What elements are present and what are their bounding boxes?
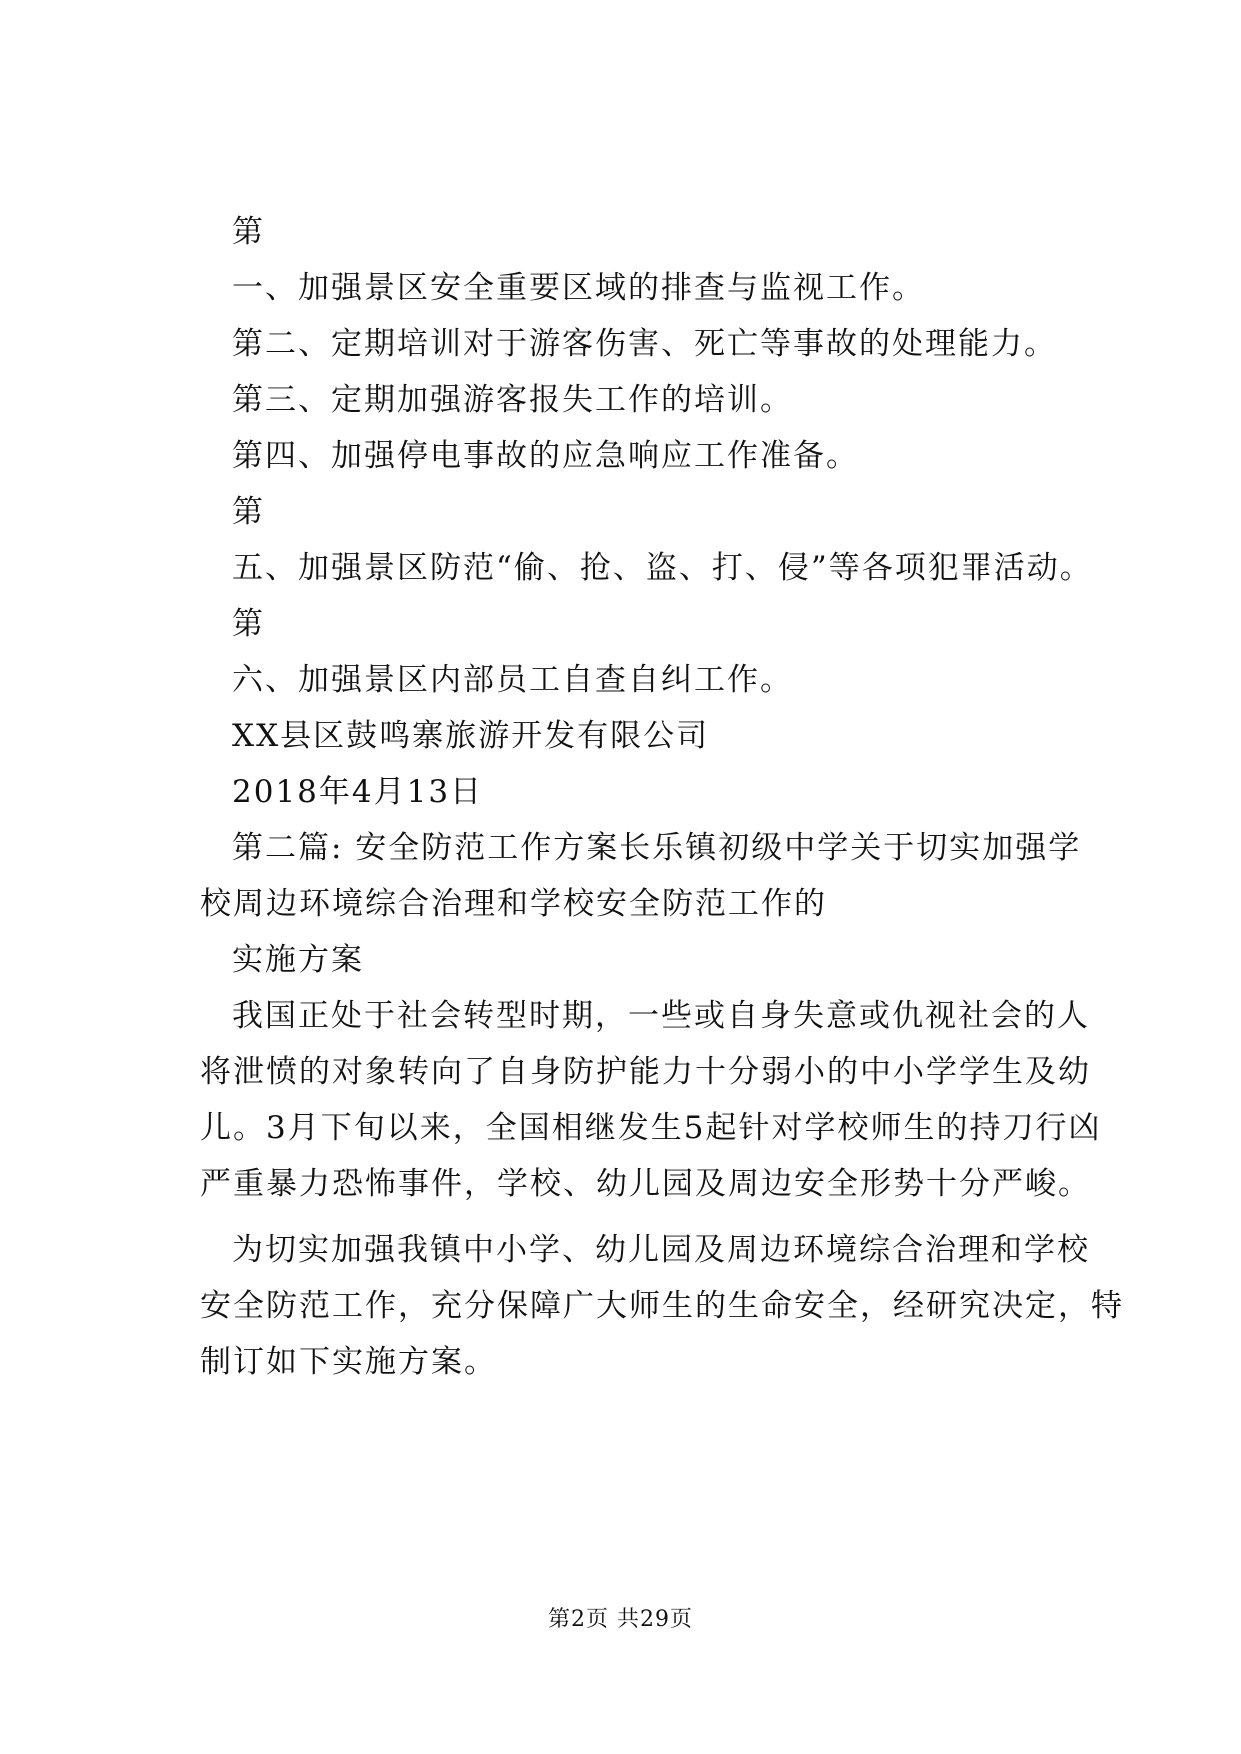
text-line: 第二、定期培训对于游客伤害、死亡等事故的处理能力。 bbox=[232, 326, 1057, 362]
section-title: 第二篇: 安全防范工作方案长乐镇初级中学关于切实加强学 bbox=[232, 830, 1082, 866]
section-subtitle: 实施方案 bbox=[232, 942, 364, 978]
text-line: 第 bbox=[232, 494, 265, 530]
text-line: 第四、加强停电事故的应急响应工作准备。 bbox=[232, 438, 859, 474]
document-date: 2018年4月13日 bbox=[232, 774, 484, 810]
paragraph-line: 安全防范工作，充分保障广大师生的生命安全，经研究决定，特 bbox=[200, 1288, 1124, 1324]
company-name: XX县区鼓鸣寨旅游开发有限公司 bbox=[232, 718, 710, 754]
text-line: 一、加强景区安全重要区域的排查与监视工作。 bbox=[232, 270, 925, 306]
text-line: 第 bbox=[232, 606, 265, 642]
text-line: 第三、定期加强游客报失工作的培训。 bbox=[232, 382, 793, 418]
paragraph-line: 儿。3月下旬以来，全国相继发生5起针对学校师生的持刀行凶 bbox=[200, 1110, 1102, 1146]
paragraph-line: 为切实加强我镇中小学、幼儿园及周边环境综合治理和学校 bbox=[232, 1232, 1090, 1268]
paragraph-line: 严重暴力恐怖事件，学校、幼儿园及周边安全形势十分严峻。 bbox=[200, 1166, 1091, 1202]
paragraph-line: 我国正处于社会转型时期，一些或自身失意或仇视社会的人 bbox=[232, 998, 1090, 1034]
text-line: 六、加强景区内部员工自查自纠工作。 bbox=[232, 662, 793, 698]
paragraph-line: 制订如下实施方案。 bbox=[200, 1344, 497, 1380]
paragraph-line: 将泄愤的对象转向了自身防护能力十分弱小的中小学学生及幼 bbox=[200, 1054, 1091, 1090]
section-title-continued: 校周边环境综合治理和学校安全防范工作的 bbox=[200, 886, 827, 922]
text-line: 五、加强景区防范“偷、抢、盗、打、侵”等各项犯罪活动。 bbox=[232, 550, 1093, 586]
page-number-footer: 第2页 共29页 bbox=[548, 1607, 693, 1632]
text-line: 第 bbox=[232, 214, 265, 250]
